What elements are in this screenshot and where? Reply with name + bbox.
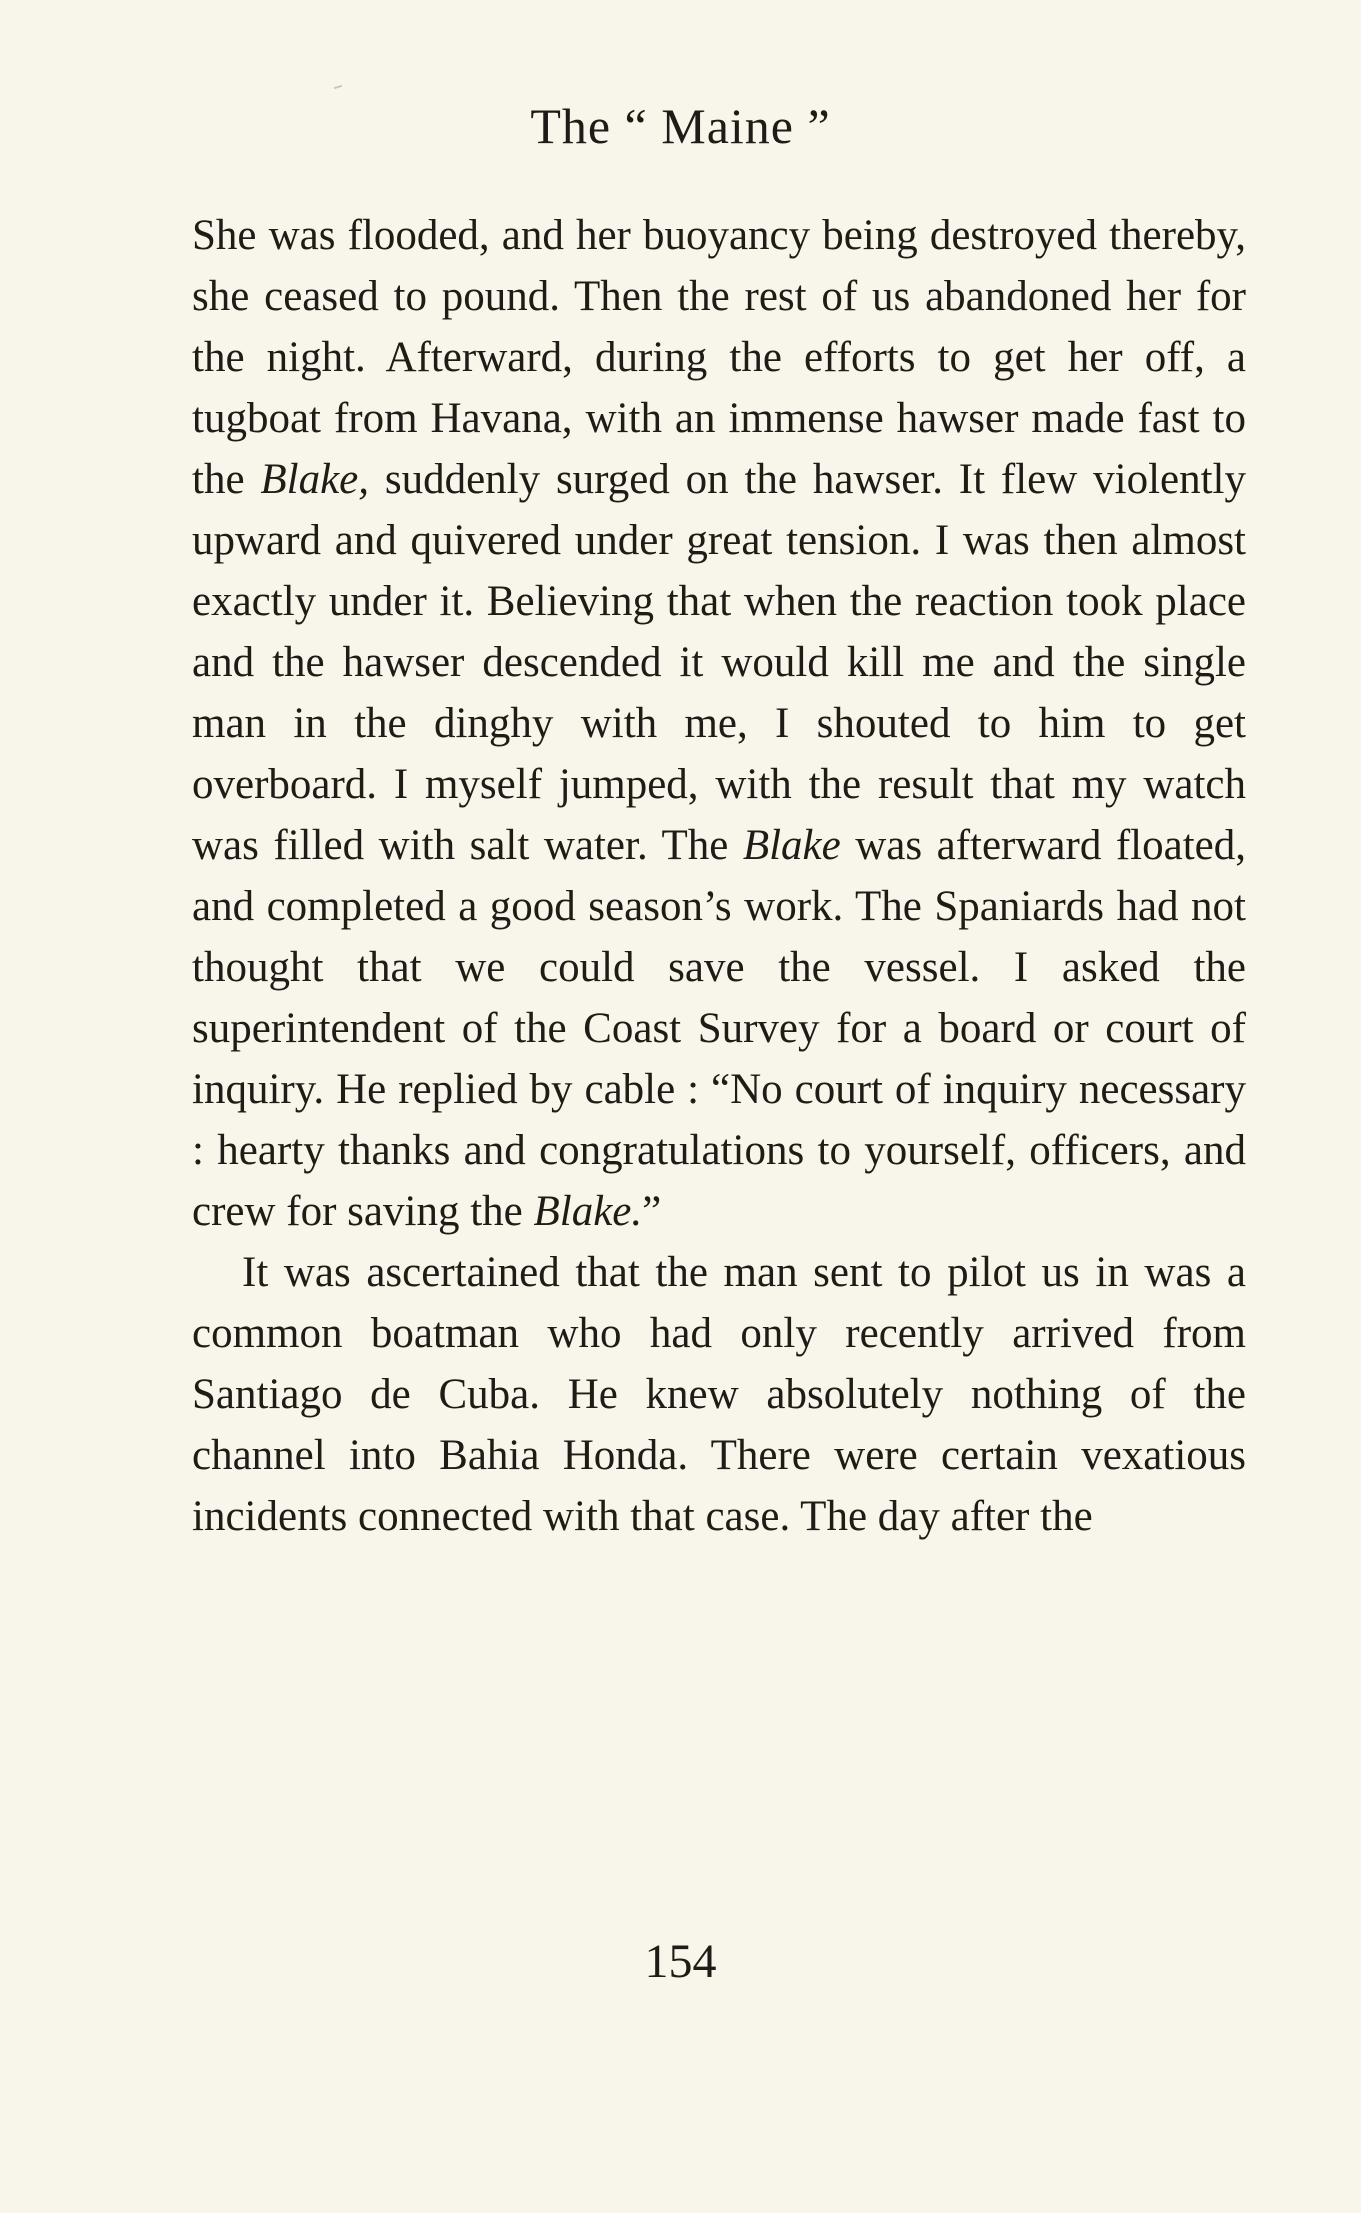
paragraph-2: It was ascertained that the man sent to pilot us in was a common boatman who had only recently arrived from Santiago de Cuba. He knew absolutely nothing of the channel into Bahia Honda. There were certain vexatious incidents connected with that case. The day after the	[192, 1249, 1246, 1540]
paragraph-1-part-3: was afterward floated, and completed a good season’s work. The Spaniards had not thought that we could save the vessel. I asked the superintendent of the Coast Survey for a board or court of inquiry. He replied by cable : “No court of inquiry necessary : hearty thanks and congratulations to yourself, officers, and crew for saving the	[192, 822, 1246, 1235]
ship-name-blake-3: Blake.	[533, 1188, 643, 1235]
ship-name-blake-1: Blake,	[260, 456, 370, 503]
running-head: The “ Maine ”	[530, 98, 831, 154]
body-text	[192, 205, 1246, 1547]
paragraph-1-part-2: suddenly surged on the hawser. It flew violently upward and quivered under great tension. I was then almost exactly under it. Believing that when the reaction took place and the hawser descended it would kill me and the single man in the dinghy with me, I shouted to him to get overboard. I myself jumped, with the result that my watch was filled with salt water. The	[192, 456, 1246, 869]
paragraph-1-part-1: She was flooded, and her buoyancy being destroyed thereby, she ceased to pound. Then the rest of us abandoned her for the night. Afterward, during the efforts to get her off, a tugboat from Havana, with an immense hawser made fast to the	[192, 212, 1246, 503]
paragraph-1-part-4: ”	[642, 1188, 662, 1235]
paper-speck	[334, 85, 342, 89]
page-number: 154	[644, 1935, 717, 1988]
ship-name-blake-2: Blake	[742, 822, 841, 869]
paragraph-1	[192, 205, 1246, 1242]
